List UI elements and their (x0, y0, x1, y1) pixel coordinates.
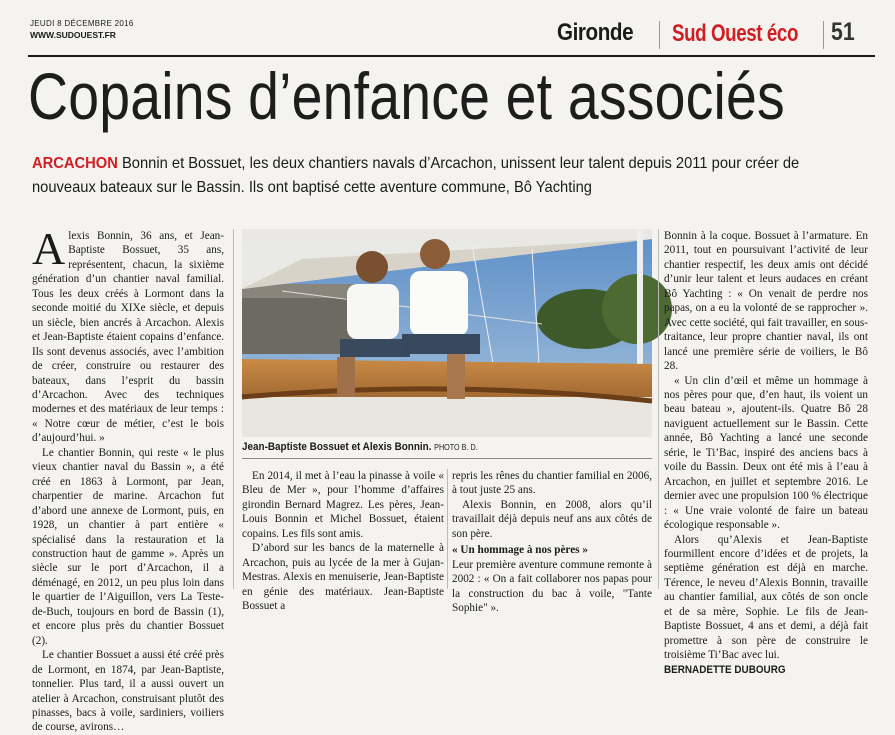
headline: Copains d’enfance et associés (28, 59, 785, 133)
kicker: ARCACHON (32, 155, 118, 172)
caption-rule (242, 458, 652, 459)
photo-caption (242, 441, 611, 453)
intertitle: « Un hommage à nos pères » (452, 544, 588, 557)
paragraph-text: lexis Bonnin, 36 ans, et Jean-Baptiste Bossuet, 35 ans, représentent, chacun, la sixième génération d’un chantier naval familial. Tous les deux créés à Lormont dans la seconde moitié du XIXe siècle, et depuis un siècle, bien ancrés à Arcachon. Alexis et Jean-Baptiste étaient copains d’enfance. Ils sont devenus associés, avec l’ambition de créer, construire ou restaurer des bateaux, dans l’esprit du bassin d’Arcachon. Avec des techniques modernes et des matériaux de leur temps : « Notre cœur de métier, c’est le bois d’aujourd’hui. » (32, 230, 224, 445)
article-column-2 (242, 469, 444, 614)
paragraph (32, 223, 224, 446)
paragraph: En 2014, il met à l’eau la pinasse à voile « Bleu de Mer », pour l’homme d’affaires girondin Bernard Magrez. Les pères, Jean-Louis Bonnin et Michel Bossuet, étaient copains. Les fils sont amis. (242, 470, 444, 540)
paragraph: Le chantier Bossuet a aussi été créé près de Lormont, en 1874, par Jean-Baptiste, tonnelier. Plus tard, il a aussi ouvert un atelier à Arcachon, construisant plutôt des pinasses, bacs à voile, sardiniers, voiliers de course, avirons… (32, 649, 224, 734)
page-date: JEUDI 8 DÉCEMBRE 2016 (30, 19, 134, 28)
standfirst (32, 152, 823, 200)
header-rule (28, 55, 875, 57)
paragraph: Alexis Bonnin, en 2008, alors qu’il travaillait déjà depuis neuf ans aux côtés de son père. (452, 498, 652, 540)
paragraph: « Un clin d’œil et même un hommage à nos pères pour que, d’en haut, ils voient un beau bateau », ajoutent-ils. Quatre Bô 28 naviguent actuellement sur le Bassin. Cette année, Bô Yachting a lancé une seconde série, le Ti’Bac, inspiré des anciens bacs à voile du Bassin. Deux ont été mis à l’eau à Arcachon, en juillet et septembre 2016. Le dernier avec une propulsion 100 % électrique : « Une vraie volonté de faire un bateau écologique responsable ». (664, 374, 868, 532)
article-column-3 (452, 469, 652, 616)
column-rule (658, 229, 659, 589)
paragraph: D’abord sur les bancs de la maternelle à Arcachon, puis au lycée de la mer à Gujan-Mestras. Alexis en menuiserie, Jean-Baptiste en génie des matériaux. Jean-Baptiste Bossuet a (242, 542, 444, 613)
article-photo (242, 229, 652, 437)
article-column-4 (664, 229, 868, 676)
brand-logo: Sud Ouest éco (672, 20, 799, 47)
column-rule (233, 229, 234, 589)
drop-cap: A (32, 223, 66, 274)
site-url[interactable]: WWW.SUDOUEST.FR (30, 30, 116, 40)
photo-credit: PHOTO B. D. (434, 443, 478, 452)
section-title: Gironde (557, 19, 634, 46)
standfirst-text: Bonnin et Bossuet, les deux chantiers navals d’Arcachon, unissent leur talent depuis 2011 pour créer de nouveaux bateaux sur le Bassin. Ils ont baptisé cette aventure commune, Bô Yachting (32, 155, 800, 196)
column-rule (447, 469, 448, 589)
paragraph: Le chantier Bonnin, qui reste « le plus vieux chantier naval du Bassin », a été créé en 1863 à Lormont, par Jean, charpentier de marine. Arcachon fut d’abord une annexe de Lormont, puis, en 1928, un chantier à part entière « spécialisé dans la restauration et la construction haut de gamme ». Après un siècle sur le port d’Arcachon, il a déménagé, en 2012, un peu plus loin dans le quartier de l’Aiguillon, vers La Teste-de-Buch, toujours en bord de Bassin (1), et encore plus près du chantier Bossuet (2). (32, 446, 224, 647)
photo-illustration (242, 229, 652, 437)
page-number: 51 (831, 18, 855, 46)
paragraph: Bonnin à la coque. Bossuet à l’armature. En 2011, tout en poursuivant l’activité de leur chantier respectif, les deux amis ont décidé d’unir leur talent et leurs audaces en créant Bô Yachting : « On venait de perdre nos papas, on a eu la volonté de se rapprocher ». Avec cette société, qui fait travailler, en sous-traitance, leur propre chantier naval, ils ont lancé une première série de voiliers, le Bô 28. (664, 230, 868, 373)
paragraph: Leur première aventure commune remonte à 2002 : « On a fait collaborer nos papas pour la construction du bac à voile, "Tante Sophie" ». (452, 558, 652, 615)
caption-text: Jean-Baptiste Bossuet et Alexis Bonnin. (242, 441, 435, 453)
article-column-1 (32, 223, 224, 735)
paragraph: repris les rênes du chantier familial en 2006, à tout juste 25 ans. (452, 470, 652, 497)
header-divider (823, 21, 824, 49)
byline: BERNADETTE DUBOURG (664, 663, 786, 676)
header-divider (659, 21, 660, 49)
paragraph: Alors qu’Alexis et Jean-Baptiste fourmillent encore d’idées et de projets, la septième génération est déjà en marche. Térence, le neveu d’Alexis Bonnin, travaille au chantier familial, aux côtés de son oncle et de sa mère, Sophie. Le fils de Jean-Baptiste Bossuet, 4 ans et demi, a déjà fait promettre à son père de construire le troisième Ti’Bac avec lui. (664, 533, 868, 662)
